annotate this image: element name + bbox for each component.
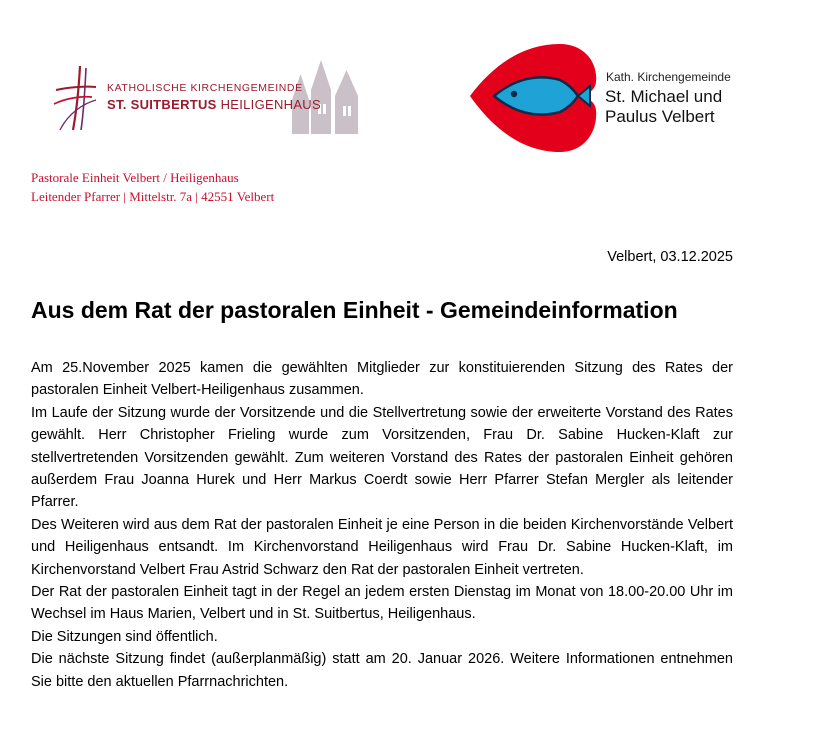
- right-parish-line2: St. Michael und Paulus Velbert: [605, 87, 723, 126]
- st-michael-paulus-logo: [468, 40, 768, 156]
- parish-name-line2: [107, 97, 321, 112]
- letter-date: Velbert, 03.12.2025: [607, 249, 733, 265]
- paragraph: Die nächste Sitzung findet (außerplanmäßig) statt am 20. Januar 2026. Weitere Informationen entnehmen Sie bitte den aktuellen Pfarrnachrichten.: [31, 651, 733, 690]
- paragraph: Des Weiteren wird aus dem Rat der pastoralen Einheit je eine Person in die beiden Kirchenvorstände Velbert und Heiligenhaus entsandt. Im Kirchenvorstand Heiligenhaus wird Frau Dr. Sabine Hucken-Klaft, im Kirchenvorstand Velbert Frau Astrid Schwarz den Rat der pastoralen Einheit vertreten.: [31, 516, 733, 578]
- parish-name-bold: ST. SUITBERTUS: [107, 97, 217, 112]
- letter-body: [31, 357, 733, 693]
- paragraph: Am 25.November 2025 kamen die gewählten Mitglieder zur konstituierenden Sitzung des Rates der pastoralen Einheit Velbert-Heiligenhaus zusammen.: [31, 360, 733, 399]
- sender-line2: Leitender Pfarrer | Mittelstr. 7a | 42551 Velbert: [31, 189, 275, 204]
- st-suitbertus-logo: [52, 60, 364, 136]
- letter-title: Aus dem Rat der pastoralen Einheit - Gemeindeinformation: [31, 297, 678, 323]
- paragraph: Der Rat der pastoralen Einheit tagt in der Regel an jedem ersten Dienstag im Monat von 18.00-20.00 Uhr im Wechsel im Haus Marien, Velbert und in St. Suitbertus, Heiligenhaus.: [31, 584, 733, 623]
- parish-name-rest: HEILIGENHAUS: [216, 97, 321, 112]
- parish-name-line1: KATHOLISCHE KIRCHENGEMEINDE: [107, 82, 303, 94]
- heart-fish-icon: [468, 40, 600, 156]
- sender-line1: Pastorale Einheit Velbert / Heiligenhaus: [31, 170, 239, 185]
- paragraph: Die Sitzungen sind öffentlich.: [31, 628, 218, 645]
- paragraph: Im Laufe der Sitzung wurde der Vorsitzende und die Stellvertretung sowie der erweiterte Vorstand des Rates gewählt. Herr Christopher Frieling wurde zum Vorsitzenden, Frau Dr. Sabine Hucken-Klaft zur stellvertretenden Vorsitzenden gewählt. Zum weiteren Vorstand des Rates der pastoralen Einheit gehören außerdem Frau Joanna Hurek und Herr Markus Coerdt sowie Herr Pfarrer Stefan Mergler als leitender Pfarrer.: [31, 404, 733, 511]
- sender-block: [31, 168, 274, 206]
- right-parish-line1: Kath. Kirchengemeinde: [606, 70, 731, 84]
